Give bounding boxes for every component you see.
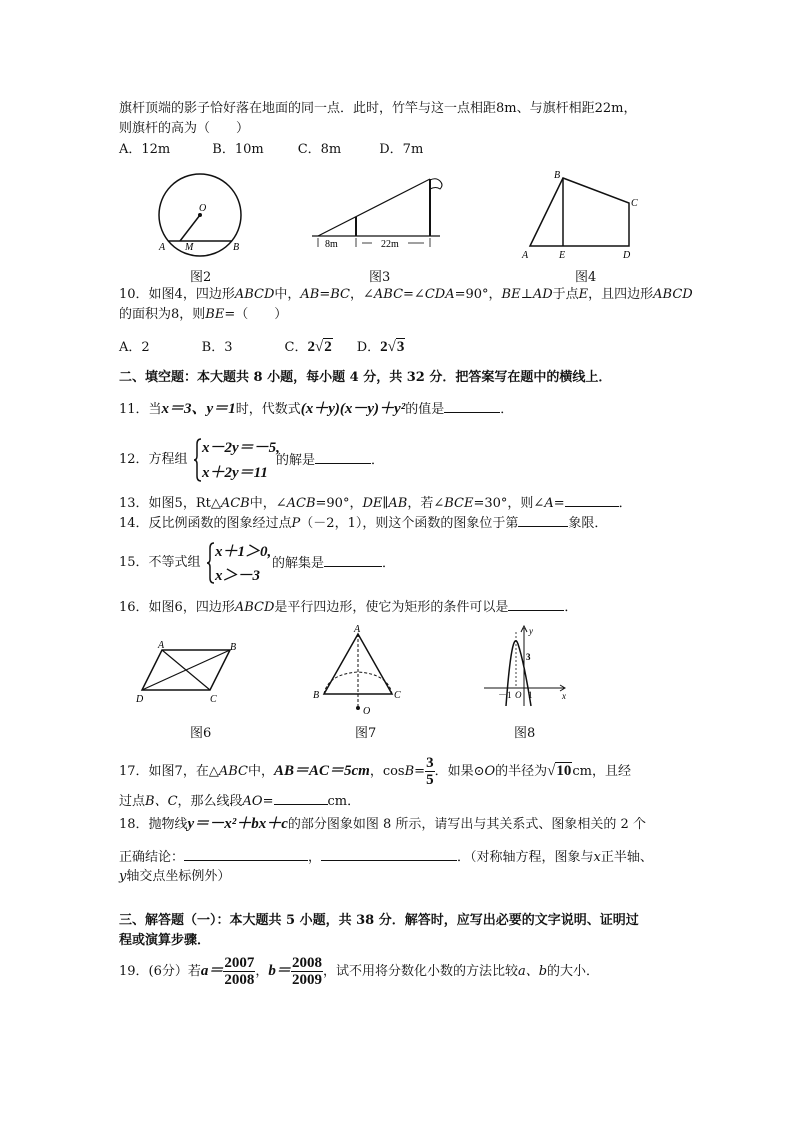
q18-answer-blank-2 — [321, 848, 457, 861]
q11: 11．当x＝3、y＝1时，代数式(x＋y)(x－y)＋y²的值是 ． — [119, 401, 514, 417]
q9-option-c: C．8m — [297, 142, 342, 157]
fig3-caption: 图3 — [369, 270, 391, 285]
fig8-label-o: O — [515, 690, 522, 700]
fig4-label-b: B — [554, 170, 561, 181]
q15-answer-blank — [324, 554, 382, 567]
q12-brace — [194, 438, 202, 482]
fig8-label-3: 3 — [526, 652, 531, 662]
fig2-label-b: B — [233, 242, 240, 253]
q15-eq1: x＋1＞0, — [215, 544, 272, 560]
q12-eq2: x＋2y＝11 — [202, 465, 268, 481]
figure-4 — [518, 168, 648, 263]
q10-option-d: D．2√3 — [356, 339, 405, 355]
q10-options — [119, 338, 405, 357]
q9-option-d: D．7m — [379, 142, 424, 157]
q9-line1: 旗杆顶端的影子恰好落在地面的同一点．此时，竹竿与这一点相距8m、与旗杆相距22m， — [119, 101, 637, 116]
fig3-sight-line — [318, 179, 430, 236]
q19: 19．(6分）若a＝ $\frac{2007}{2008}$ ，b＝ $\frac{2008}{2009}$ ，试不用将分数化小数的方法比较a、b的大小． — [119, 955, 600, 988]
q10-line2: 的面积为8，则BE=（ ） — [119, 307, 288, 322]
fig7-label-b: B — [313, 690, 320, 701]
fig3-label-22m: 22m — [381, 239, 399, 250]
q17-line2: 过点B、C，那么线段AO= cm． — [119, 794, 361, 809]
fig4-caption: 图4 — [575, 270, 597, 285]
fig4-quadrilateral — [530, 178, 629, 246]
figure-6 — [130, 640, 250, 706]
q15-brace — [207, 542, 215, 584]
fig8-label-1: 1 — [528, 690, 533, 700]
fig2-label-o: O — [199, 203, 207, 214]
q18-answer-blank-1 — [184, 848, 308, 861]
q9-option-a: A．12m — [119, 142, 171, 157]
fig8-label-y: y — [529, 626, 533, 636]
fig6-label-b: B — [230, 642, 237, 653]
section3-title-line2: 程或演算步骤． — [119, 933, 211, 948]
q18-line1: 18．抛物线y＝－x²＋bx＋c的部分图象如图 8 所示，请写出与其关系式、图象相关的 2 个 — [119, 816, 646, 832]
q15-tail: 的解集是 ． — [272, 556, 396, 571]
q17-cos-fraction: $\frac{3}{5}$ — [426, 755, 434, 788]
fig6-diagonal-bd — [142, 650, 230, 690]
q10-line1: 10．如图4，四边形ABCD中，AB=BC，∠ABC=∠CDA=90°，BE⊥AD于点E，且四边形ABCD — [119, 287, 693, 302]
fig3-flag — [430, 179, 442, 189]
q13-answer-blank — [565, 494, 619, 507]
fig8-caption: 图8 — [514, 726, 536, 741]
q14: 14．反比例函数的图象经过点P（－2，1），则这个函数的图象位于第 象限． — [119, 516, 608, 531]
section3-title-line1: 三、解答题（一）：本大题共 5 小题，共 38 分．解答时，应写出必要的文字说明、证明过 — [119, 913, 639, 928]
fig4-label-e: E — [559, 250, 566, 261]
fig2-label-a: A — [159, 242, 166, 253]
fig7-center-dot — [356, 706, 360, 710]
q12: 12．方程组 — [119, 452, 188, 467]
figure-2 — [150, 168, 250, 263]
q17-line1: 17．如图7，在△ABC中，AB＝AC＝5cm，cosB= $\frac{3}{5}$ ．如果⊙O的半径为√10cm，且经 — [119, 755, 632, 788]
fig8-label-x: x — [562, 691, 566, 701]
q13: 13．如图5，Rt△ACB中，∠ACB=90°，DE∥AB，若∠BCE=30°，则∠A= ． — [119, 496, 632, 511]
fig7-label-o: O — [363, 706, 371, 717]
fig8-label-minus1: －1 — [498, 690, 512, 700]
q16-answer-blank — [508, 598, 564, 611]
fig6-label-a: A — [158, 640, 165, 651]
fig6-caption: 图6 — [190, 726, 212, 741]
q9-options — [119, 141, 423, 159]
q12-answer-blank — [315, 451, 371, 464]
fig4-label-c: C — [631, 198, 638, 209]
fig6-label-d: D — [136, 694, 144, 705]
q15-eq2: x＞－3 — [215, 568, 261, 584]
q9-line2: 则旗杆的高为（ ） — [119, 121, 250, 136]
q15: 15．不等式组 — [119, 555, 201, 570]
figure-8 — [482, 622, 568, 712]
fig2-radius — [180, 215, 200, 241]
fig4-label-a: A — [522, 250, 529, 261]
q10-option-b: B．3 — [201, 340, 233, 355]
fig7-label-a: A — [354, 624, 361, 635]
figure-7 — [310, 622, 410, 717]
q17-answer-blank — [274, 792, 328, 805]
q12-tail: 的解是 ． — [276, 453, 385, 468]
fig2-label-m: M — [185, 242, 194, 253]
q19-fraction-b: $\frac{2008}{2009}$ — [291, 955, 322, 988]
q18-line2: 正确结论： ， ．（对称轴方程，图象与x正半轴、 — [119, 850, 653, 865]
section2-title: 二、填空题：本大题共 8 小题，每小题 4 分，共 32 分．把答案写在题中的横线上． — [119, 370, 612, 385]
fig3-label-8m: 8m — [325, 239, 338, 250]
fig7-label-c: C — [394, 690, 401, 701]
q16: 16．如图6，四边形ABCD是平行四边形，使它为矩形的条件可以是 ． — [119, 600, 578, 615]
fig4-label-d: D — [623, 250, 631, 261]
figure-3 — [312, 175, 452, 255]
q18-line3: y轴交点坐标例外） — [119, 869, 231, 884]
q14-answer-blank — [518, 514, 568, 527]
fig7-caption: 图7 — [355, 726, 377, 741]
q10-option-c: C．2√2 — [284, 339, 332, 355]
fig6-label-c: C — [210, 694, 217, 705]
q17-radius-sqrt: √10 — [547, 763, 572, 779]
q19-fraction-a: $\frac{2007}{2008}$ — [224, 955, 255, 988]
fig2-caption: 图2 — [190, 270, 212, 285]
q10-option-a: A．2 — [119, 340, 150, 355]
q11-answer-blank — [444, 400, 500, 413]
q9-option-b: B．10m — [212, 142, 264, 157]
q12-eq1: x－2y＝－5, — [202, 440, 280, 456]
